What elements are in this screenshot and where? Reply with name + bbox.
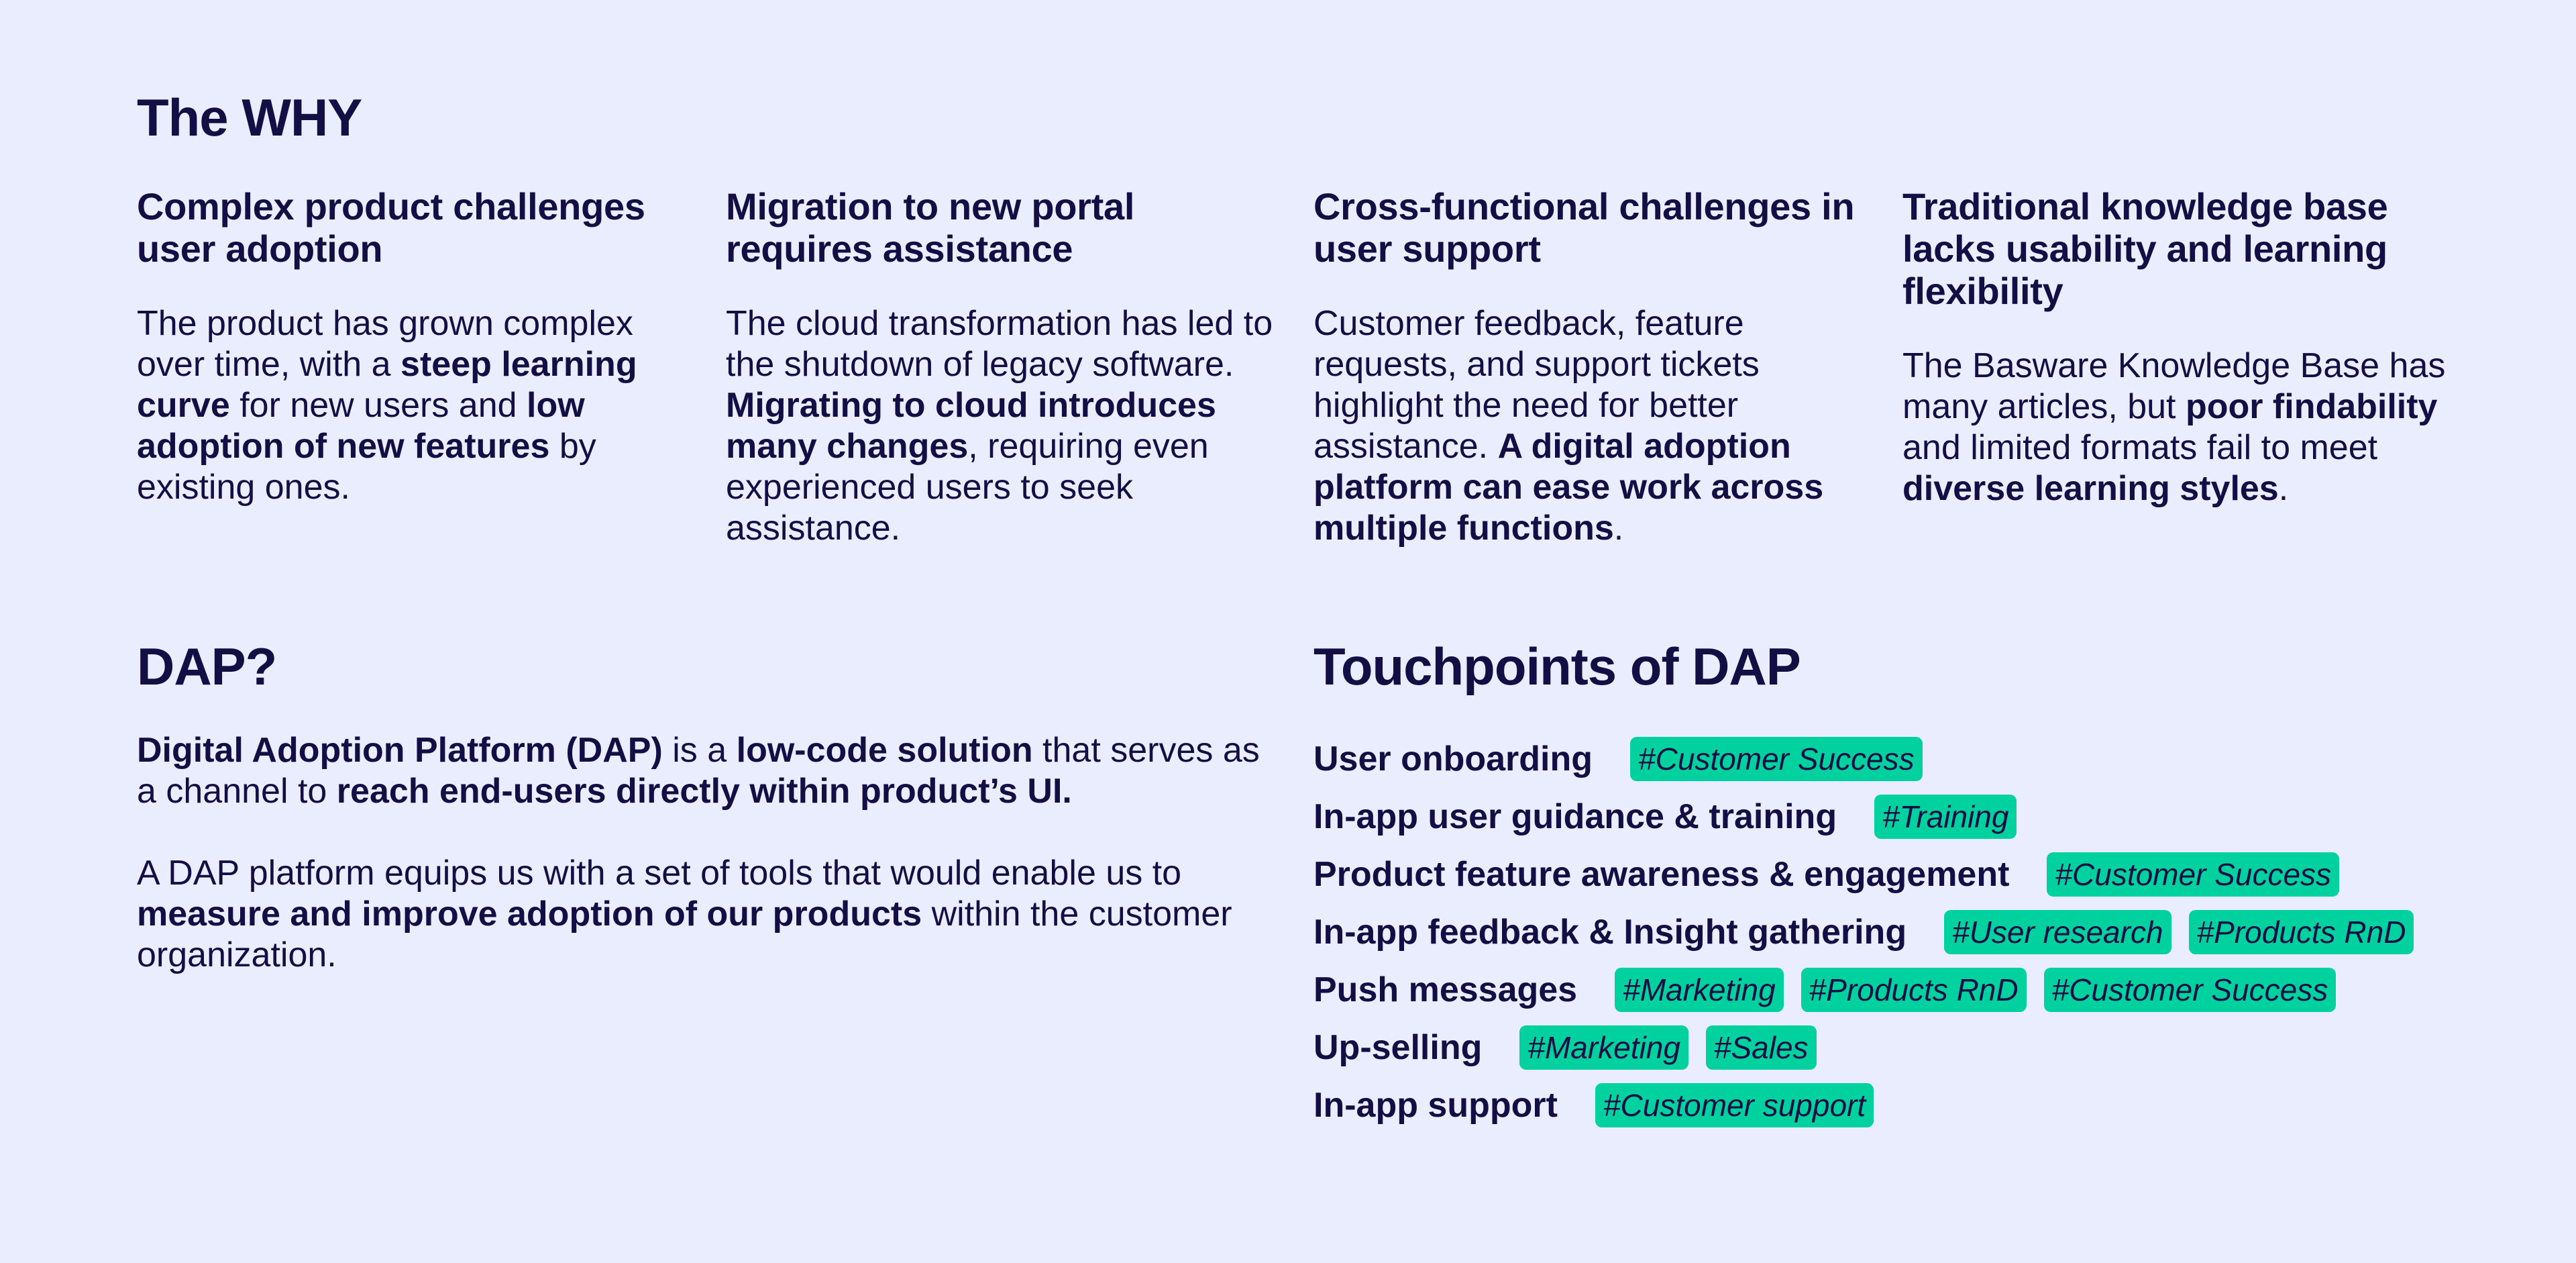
touchpoint-label: Up-selling: [1313, 1028, 1483, 1067]
text: Customer feedback, feature requests, and support tickets highlight the need for better assistance.: [1313, 304, 1760, 466]
why-column: [726, 185, 1283, 549]
why-title: The WHY: [137, 88, 362, 147]
why-column-body: [1313, 303, 1870, 549]
why-column-heading: Cross-functional challenges in user support: [1313, 185, 1855, 270]
dap-paragraph: [137, 853, 1277, 976]
touchpoint-row: [1313, 961, 2561, 1019]
touchpoint-label: In-app feedback & Insight gathering: [1313, 913, 1907, 952]
text: The Basware Knowledge Base has many articles, but: [1902, 346, 2446, 426]
text: and limited formats fail to meet: [1902, 428, 2378, 467]
bold-text: steep learning curve: [137, 345, 637, 425]
bold-text: reach end-users directly within product’s UI.: [336, 772, 1072, 811]
touchpoint-label: User onboarding: [1313, 740, 1593, 778]
touchpoint-row: [1313, 846, 2561, 903]
why-column-heading: Complex product challenges user adoption: [137, 185, 645, 270]
why-column-heading: Traditional knowledge base lacks usability and learning flexibility: [1902, 185, 2388, 312]
touchpoint-label: Push messages: [1313, 970, 1578, 1009]
team-tag: #Marketing: [1615, 968, 1784, 1012]
dap-description: [137, 730, 1277, 1017]
bold-text: measure and improve adoption of our products: [137, 895, 922, 933]
touchpoint-row: [1313, 1019, 2561, 1076]
text: The cloud transformation has led to the shutdown of legacy software.: [726, 304, 1273, 384]
touchpoints-title: Touchpoints of DAP: [1313, 637, 1801, 696]
bold-text: poor findability: [2185, 387, 2438, 426]
bold-text: low-code solution: [736, 731, 1033, 770]
team-tag: #Sales: [1706, 1025, 1817, 1070]
why-column: [1902, 185, 2479, 509]
touchpoint-row: [1313, 788, 2561, 846]
bold-text: A digital adoption platform can ease work across multiple functions: [1313, 427, 1824, 548]
bold-text: low adoption of new features: [137, 386, 585, 466]
touchpoint-row: [1313, 1076, 2561, 1134]
touchpoint-label: In-app support: [1313, 1086, 1558, 1125]
text: by existing ones.: [137, 427, 596, 507]
team-tag: #Customer Success: [1630, 737, 1923, 781]
text: .: [2278, 469, 2289, 508]
text: , requiring even experienced users to seek assistance.: [726, 427, 1209, 548]
team-tag: #User research: [1944, 910, 2171, 954]
why-column-body: [1902, 346, 2479, 509]
text: The product has grown complex over time, with a: [137, 304, 633, 384]
why-column-body: [726, 303, 1283, 549]
team-tag: #Marketing: [1519, 1025, 1688, 1070]
team-tag: #Customer support: [1595, 1083, 1874, 1127]
touchpoints-list: [1313, 730, 2561, 1134]
text: A DAP platform equips us with a set of tools that would enable us to: [137, 854, 1182, 893]
text: within the customer organization.: [137, 895, 1232, 974]
text: .: [1613, 509, 1624, 548]
text: for new users and: [229, 386, 527, 425]
touchpoint-label: In-app user guidance & training: [1313, 797, 1837, 836]
why-column: [137, 185, 694, 508]
why-column-body: [137, 303, 694, 508]
bold-text: Digital Adoption Platform (DAP): [137, 731, 663, 770]
touchpoint-label: Product feature awareness & engagement: [1313, 855, 2010, 894]
team-tag: #Customer Success: [2047, 852, 2339, 897]
why-column-heading: Migration to new portal requires assistance: [726, 185, 1135, 270]
team-tag: #Products RnD: [1801, 968, 2027, 1012]
team-tag: #Products RnD: [2189, 910, 2414, 954]
bold-text: Migrating to cloud introduces many changes: [726, 386, 1216, 466]
dap-paragraph: [137, 730, 1277, 812]
text: that serves as a channel to: [137, 731, 1260, 811]
team-tag: #Training: [1874, 795, 2017, 839]
bold-text: diverse learning styles: [1902, 469, 2279, 508]
text: is a: [662, 731, 737, 770]
dap-title: DAP?: [137, 637, 277, 696]
team-tag: #Customer Success: [2044, 968, 2337, 1012]
why-column: [1313, 185, 1870, 549]
touchpoint-row: [1313, 903, 2561, 961]
touchpoint-row: [1313, 730, 2561, 788]
